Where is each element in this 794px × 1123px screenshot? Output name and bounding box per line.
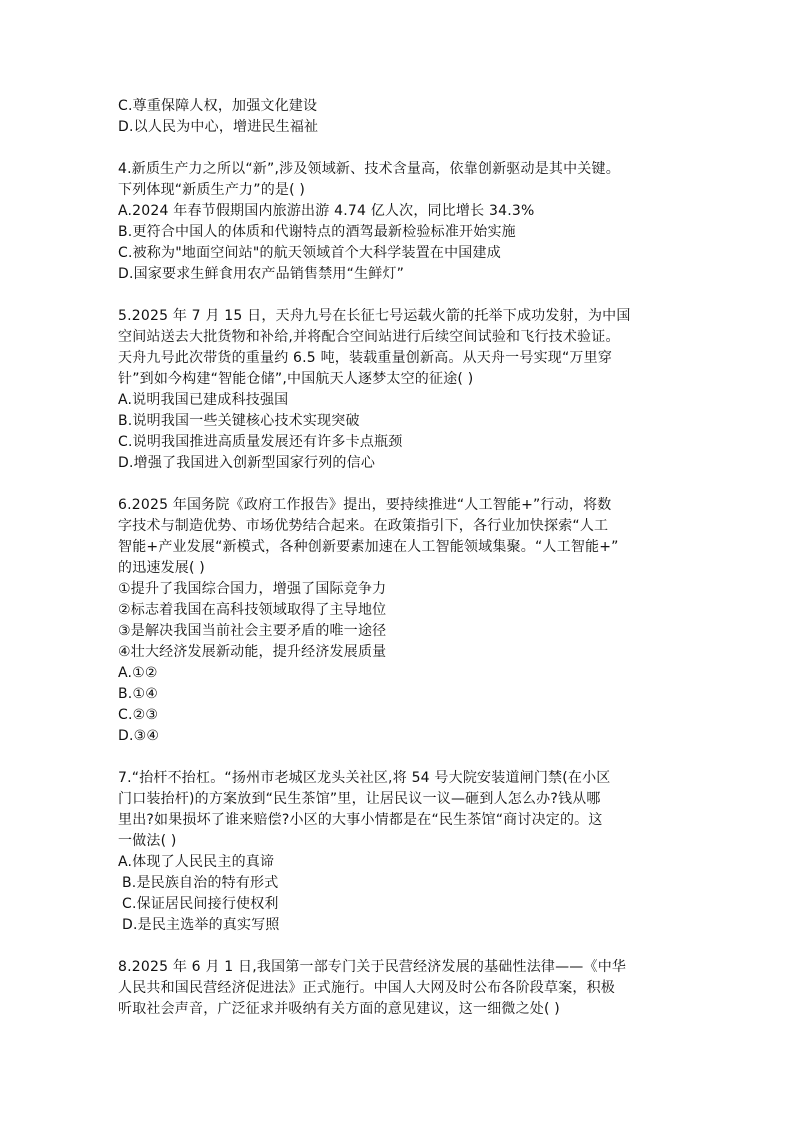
option-b: B.①④	[118, 686, 158, 702]
option-c: C.②③	[118, 707, 159, 723]
statement-3: ③是解决我国当前社会主要矛盾的唯一途径	[118, 623, 387, 639]
option-d: D.增强了我国进入创新型国家行列的信心	[118, 455, 376, 471]
option-a: A.体现了人民民主的真谛	[118, 854, 275, 870]
question-stem-line: 听取社会声音，广泛征求并吸纳有关方面的意见建议，这一细微之处( )	[118, 1001, 560, 1017]
option-a: A.说明我国已建成科技强国	[118, 392, 289, 408]
option-a: A.2024 年春节假期国内旅游出游 4.74 亿人次，同比增长 34.3%	[118, 203, 535, 219]
exam-page	[118, 96, 698, 1020]
option-b: B.更符合中国人的体质和代谢特点的酒驾最新检验标准开始实施	[118, 224, 516, 240]
question-stem-line: 5.2025 年 7 月 15 日，天舟九号在长征七号运载火箭的托举下成功发射，为中国	[118, 308, 631, 324]
question-stem-line: 一做法( )	[118, 833, 177, 849]
option-d: D.是民主选举的真实写照	[122, 917, 280, 933]
option-c: C.被称为"地面空间站"的航天领域首个大科学装置在中国建成	[118, 245, 501, 261]
statement-2: ②标志着我国在高科技领域取得了主导地位	[118, 602, 387, 618]
question-stem-line: 空间站送去大批货物和补给,并将配合空间站进行后续空间试验和飞行技术验证。	[118, 329, 620, 345]
question-8	[118, 957, 698, 1020]
option-b: B.是民族自治的特有形式	[122, 875, 279, 891]
option-c: C.尊重保障人权，加强文化建设	[118, 98, 318, 114]
question-6	[118, 495, 698, 747]
question-stem-line: 7.“抬杆不抬杠。“扬州市老城区龙头关社区,将 54 号大院安装道闸门禁(在小区	[118, 770, 611, 786]
question-3-options	[118, 96, 698, 138]
option-d: D.以人民为中心，增进民生福祉	[118, 119, 319, 135]
option-d: D.国家要求生鲜食用农产品销售禁用“生鲜灯”	[118, 266, 405, 282]
question-stem-line: 字技术与制造优势、市场优势结合起来。在政策指引下，各行业加快探索“人工	[118, 518, 609, 534]
statement-4: ④壮大经济发展新动能，提升经济发展质量	[118, 644, 387, 660]
question-stem-line: 的迅速发展( )	[118, 560, 205, 576]
statement-1: ①提升了我国综合国力，增强了国际竞争力	[118, 581, 387, 597]
question-stem-line: 针”到如今构建“智能仓储”,中国航天人逐梦太空的征途( )	[118, 371, 474, 387]
option-c: C.说明我国推进高质量发展还有许多卡点瓶颈	[118, 434, 403, 450]
question-stem-line: 8.2025 年 6 月 1 日,我国第一部专门关于民营经济发展的基础性法律——《中华	[118, 959, 627, 975]
question-stem-line: 门口装抬杆)的方案放到“民生茶馆”里，让居民议一议—砸到人怎么办?钱从哪	[118, 791, 601, 807]
question-stem-line: 4.新质生产力之所以“新”,涉及领域新、技术含量高，依靠创新驱动是其中关键。	[118, 161, 620, 177]
option-c: C.保证居民间接行使权利	[122, 896, 279, 912]
question-stem-line: 人民共和国民营经济促进法》正式施行。中国人大网及时公布各阶段草案，积极	[118, 980, 615, 996]
question-7	[118, 768, 698, 936]
question-stem-line: 天舟九号此次带货的重量约 6.5 吨，装载重量创新高。从天舟一号实现“万里穿	[118, 350, 613, 366]
question-stem-line: 智能+产业发展“新模式，各种创新要素加速在人工智能领域集聚。“人工智能+”	[118, 539, 619, 555]
question-stem-line: 6.2025 年国务院《政府工作报告》提出，要持续推进“人工智能+”行动，将数	[118, 497, 612, 513]
question-4	[118, 159, 698, 285]
option-b: B.说明我国一些关键核心技术实现突破	[118, 413, 360, 429]
question-stem-line: 下列体现“新质生产力”的是( )	[118, 182, 306, 198]
option-d: D.③④	[118, 728, 160, 744]
question-stem-line: 里出?如果损坏了谁来赔偿?小区的大事小情都是在“民生茶馆“商讨决定的。这	[118, 812, 603, 828]
option-a: A.①②	[118, 665, 158, 681]
question-5	[118, 306, 698, 474]
